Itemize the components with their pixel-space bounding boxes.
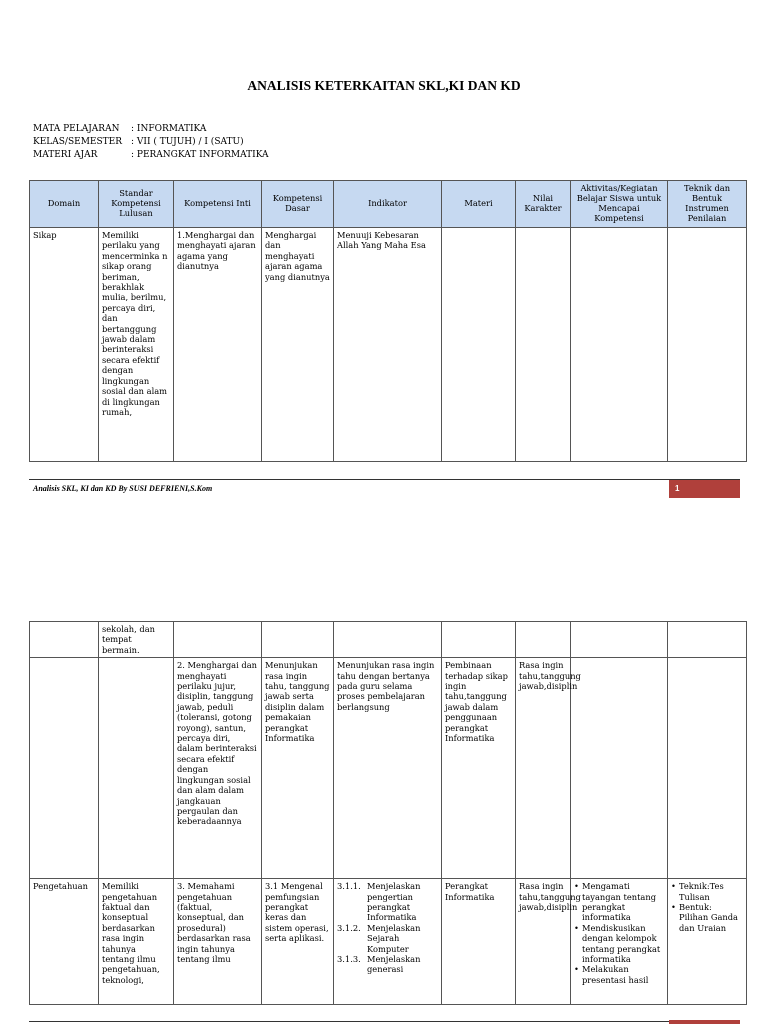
analysis-table-page2 — [29, 621, 747, 1005]
cell-ki — [174, 622, 262, 658]
meta-label: MATERI AJAR — [33, 150, 98, 160]
list-item: • Mendiskusikan dengan kelompok tentang perangkat informatika — [574, 923, 664, 965]
footer-rule — [29, 1021, 740, 1022]
indicator-number: 3.1.2. — [337, 922, 361, 933]
indicator-item — [337, 881, 438, 923]
table-row — [30, 658, 747, 879]
cell-ki: 1.Menghargai dan menghayati ajaran agama yang dianutnya — [174, 228, 262, 462]
header-skl: Standar Kompetensi Lulusan — [99, 181, 174, 228]
header-kd: Kompetensi Dasar — [262, 181, 334, 228]
header-indikator: Indikator — [334, 181, 442, 228]
meta-label: KELAS/SEMESTER — [33, 137, 123, 147]
cell-domain — [30, 622, 99, 658]
indicator-text: Menjelaskan generasi — [367, 954, 421, 975]
cell-teknik — [668, 658, 747, 879]
header-row — [30, 181, 747, 228]
cell-aktivitas — [571, 228, 668, 462]
page-number-badge: 1 — [669, 480, 740, 498]
cell-kd — [262, 622, 334, 658]
cell-nilai — [516, 622, 571, 658]
cell-aktivitas — [571, 622, 668, 658]
list-item: • Teknik:Tes Tulisan — [671, 881, 743, 902]
analysis-table-page1 — [29, 180, 747, 462]
cell-skl: Memiliki pengetahuan faktual dan konseptual berdasarkan rasa ingin tahunya tentang ilmu pengetahuan, teknologi, — [99, 879, 174, 1005]
meta-subject — [33, 124, 206, 134]
header-domain: Domain — [30, 181, 99, 228]
indicator-number: 3.1.1. — [337, 881, 361, 892]
cell-materi: Perangkat Informatika — [442, 879, 516, 1005]
cell-aktivitas — [571, 879, 668, 1005]
cell-domain: Sikap — [30, 228, 99, 462]
cell-nilai — [516, 228, 571, 462]
header-teknik: Teknik dan Bentuk Instrumen Penilaian — [668, 181, 747, 228]
meta-value: : INFORMATIKA — [131, 124, 207, 134]
cell-teknik — [668, 228, 747, 462]
cell-indikator — [334, 879, 442, 1005]
cell-materi — [442, 622, 516, 658]
cell-teknik — [668, 622, 747, 658]
footer-text: Analisis SKL, KI dan KD By SUSI DEFRIENI,S.Kom — [33, 484, 213, 493]
table-row — [30, 622, 747, 658]
activity-list — [574, 881, 664, 985]
meta-value: : VII ( TUJUH) / I (SATU) — [131, 137, 244, 147]
page-number-badge — [669, 1020, 740, 1024]
cell-indikator: Menunjukan rasa ingin tahu dengan bertanya pada guru selama proses pembelajaran berlangsung — [334, 658, 442, 879]
header-materi: Materi — [442, 181, 516, 228]
cell-indikator — [334, 622, 442, 658]
list-item: • Melakukan presentasi hasil — [574, 964, 664, 985]
header-nilai: Nilai Karakter — [516, 181, 571, 228]
assessment-list — [671, 881, 743, 933]
meta-label: MATA PELAJARAN — [33, 124, 120, 134]
footer-rule — [29, 479, 740, 480]
meta-material — [33, 150, 269, 160]
cell-nilai: Rasa ingin tahu,tanggung jawab,disiplin — [516, 879, 571, 1005]
cell-teknik — [668, 879, 747, 1005]
table-row — [30, 879, 747, 1005]
cell-kd: Menghargai dan menghayati ajaran agama yang dianutnya — [262, 228, 334, 462]
cell-skl — [99, 658, 174, 879]
indicator-text: Menjelaskan pengertian perangkat Informatika — [367, 881, 421, 923]
cell-domain — [30, 658, 99, 879]
cell-ki: 2. Menghargai dan menghayati perilaku jujur, disiplin, tanggung jawab, peduli (toleransi, gotong royong), santun, percaya diri, dalam berinteraksi secara efektif dengan lingkungan sosial dan alam dalam jangkauan pergaulan dan keberadaannya — [174, 658, 262, 879]
cell-aktivitas — [571, 658, 668, 879]
cell-skl: Memiliki perilaku yang mencerminka n sikap orang beriman, berakhlak mulia, berilmu, percaya diri, dan bertanggung jawab dalam berinteraksi secara efektif dengan lingkungan sosial dan alam di lingkungan rumah, — [99, 228, 174, 462]
meta-class — [33, 137, 244, 147]
list-item: • Bentuk: Pilihan Ganda dan Uraian — [671, 902, 743, 933]
cell-indikator: Menuuji Kebesaran Allah Yang Maha Esa — [334, 228, 442, 462]
header-ki: Kompetensi Inti — [174, 181, 262, 228]
header-aktivitas: Aktivitas/Kegiatan Belajar Siswa untuk Mencapai Kompetensi — [571, 181, 668, 228]
page-title: ANALISIS KETERKAITAN SKL,KI DAN KD — [247, 78, 521, 93]
cell-ki: 3. Memahami pengetahuan (faktual, konseptual, dan prosedural) berdasarkan rasa ingin tahunya tentang ilmu — [174, 879, 262, 1005]
list-item: • Mengamati tayangan tentang perangkat informatika — [574, 881, 664, 923]
cell-nilai: Rasa ingin tahu,tanggung jawab,disiplin — [516, 658, 571, 879]
cell-kd: 3.1 Mengenal pemfungsian perangkat keras dan sistem operasi, serta aplikasi. — [262, 879, 334, 1005]
cell-domain: Pengetahuan — [30, 879, 99, 1005]
cell-skl: sekolah, dan tempat bermain. — [99, 622, 174, 658]
indicator-text: Menjelaskan Sejarah Komputer — [367, 922, 421, 954]
table-row — [30, 228, 747, 462]
cell-materi — [442, 228, 516, 462]
cell-kd: Menunjukan rasa ingin tahu, tanggung jawab serta disiplin dalam pemakaian perangkat Informatika — [262, 658, 334, 879]
indicator-item — [337, 923, 438, 954]
cell-materi: Pembinaan terhadap sikap ingin tahu,tanggung jawab dalam penggunaan perangkat Informatika — [442, 658, 516, 879]
indicator-number: 3.1.3. — [337, 954, 361, 965]
indicator-item — [337, 954, 438, 975]
meta-value: : PERANGKAT INFORMATIKA — [131, 150, 269, 160]
